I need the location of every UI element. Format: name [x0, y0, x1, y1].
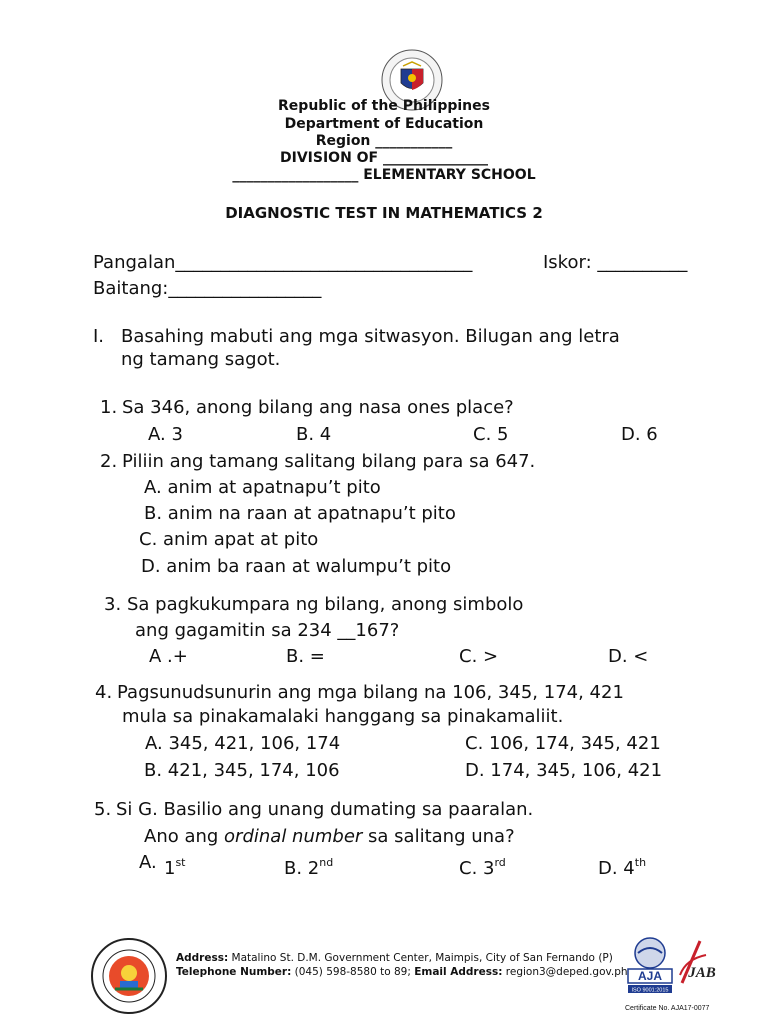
instruction-line2: ng tamang sagot.: [121, 349, 281, 370]
footer-phone-label: Telephone Number:: [176, 966, 292, 978]
q2-option-b[interactable]: B. anim na raan at apatnapu’t pito: [144, 503, 456, 524]
q4-option-d[interactable]: D. 174, 345, 106, 421: [465, 760, 663, 781]
q1-number: 1.: [100, 397, 118, 418]
q3-text-line2: ang gagamitin sa 234 __167?: [135, 620, 400, 641]
q3-option-a[interactable]: A .+: [149, 646, 188, 667]
header-school: __________________ ELEMENTARY SCHOOL: [232, 167, 536, 183]
q5-option-c-sup: rd: [494, 856, 506, 869]
q1-option-a[interactable]: A. 3: [148, 424, 183, 445]
test-title: DIAGNOSTIC TEST IN MATHEMATICS 2: [225, 204, 543, 222]
iso-text: ISO 9001:2015: [631, 987, 669, 994]
q3-option-b[interactable]: B. =: [286, 646, 325, 667]
footer-contact: [176, 965, 628, 979]
q2-number: 2.: [100, 451, 118, 472]
certificate-number: Certificate No. AJA17-0077: [625, 1005, 710, 1012]
q5-option-b[interactable]: [284, 858, 333, 879]
q3-number: 3.: [104, 594, 122, 615]
aja-text: AJA: [637, 969, 663, 983]
q5-option-c[interactable]: [459, 858, 506, 879]
header-department: Department of Education: [284, 116, 484, 132]
q4-option-b[interactable]: B. 421, 345, 174, 106: [144, 760, 340, 781]
q5-option-d-sup: th: [634, 856, 647, 869]
q1-option-c[interactable]: C. 5: [473, 424, 509, 445]
header-division: DIVISION OF _______________: [280, 150, 488, 166]
q5-option-a-num: 1: [164, 858, 176, 879]
footer-deped-seal-logo: [90, 937, 168, 1015]
q5-option-a[interactable]: [164, 858, 186, 879]
score-field[interactable]: Iskor: __________: [543, 252, 688, 273]
q5-option-b-label: B. 2: [284, 858, 320, 879]
q5-text-italic: ordinal number: [224, 826, 363, 847]
q4-number: 4.: [95, 682, 113, 703]
q2-option-d[interactable]: D. anim ba raan at walumpu’t pito: [141, 556, 452, 577]
q5-option-b-sup: nd: [319, 856, 334, 869]
jab-certification-logo: [676, 935, 716, 993]
q5-text-line1: Si G. Basilio ang unang dumating sa paaralan.: [116, 799, 534, 820]
q3-text-line1: Sa pagkukumpara ng bilang, anong simbolo: [127, 594, 524, 615]
grade-field[interactable]: Baitang:_________________: [93, 278, 322, 299]
q1-text: Sa 346, anong bilang ang nasa ones place?: [122, 397, 514, 418]
q4-option-a[interactable]: A. 345, 421, 106, 174: [145, 733, 341, 754]
footer-email-value: region3@deped.gov.ph: [502, 966, 628, 978]
q2-text: Piliin ang tamang salitang bilang para sa 647.: [122, 451, 536, 472]
footer-address-value: Matalino St. D.M. Government Center, Maimpis, City of San Fernando (P): [228, 952, 613, 964]
q5-option-a-label[interactable]: A.: [139, 852, 157, 873]
q5-option-c-label: C. 3: [459, 858, 495, 879]
q4-text-line1: Pagsunudsunurin ang mga bilang na 106, 345, 174, 421: [117, 682, 624, 703]
instruction-line1: Basahing mabuti ang mga sitwasyon. Bilugan ang letra: [121, 326, 620, 347]
q2-option-a[interactable]: A. anim at apatnapu’t pito: [144, 477, 381, 498]
q2-option-c[interactable]: C. anim apat at pito: [139, 529, 319, 550]
q5-option-d[interactable]: [598, 858, 646, 879]
q5-option-d-label: D. 4: [598, 858, 635, 879]
q4-option-c[interactable]: C. 106, 174, 345, 421: [465, 733, 661, 754]
footer-email-label: Email Address:: [414, 966, 503, 978]
q1-option-b[interactable]: B. 4: [296, 424, 332, 445]
q5-text-line2: [144, 826, 515, 848]
q4-text-line2: mula sa pinakamalaki hanggang sa pinakamaliit.: [122, 706, 564, 727]
instruction-number: I.: [93, 326, 105, 347]
footer-phone-value: (045) 598-8580 to 89;: [291, 966, 415, 978]
q3-option-c[interactable]: C. >: [459, 646, 499, 667]
q1-option-d[interactable]: D. 6: [621, 424, 658, 445]
name-field[interactable]: Pangalan_________________________________: [93, 252, 473, 273]
q3-option-d[interactable]: D. <: [608, 646, 649, 667]
header-region: Region ___________: [315, 133, 453, 149]
q5-number: 5.: [94, 799, 112, 820]
header-republic: Republic of the Philippines: [278, 98, 490, 114]
jab-text: JAB: [688, 965, 716, 981]
aja-certification-logo: [626, 935, 674, 995]
footer-address: [176, 951, 613, 965]
q5-text-line2-c: sa salitang una?: [362, 826, 515, 847]
q5-option-a-sup: st: [175, 856, 186, 869]
q5-text-line2-a: Ano ang: [144, 826, 225, 847]
footer-address-label: Address:: [176, 952, 229, 964]
